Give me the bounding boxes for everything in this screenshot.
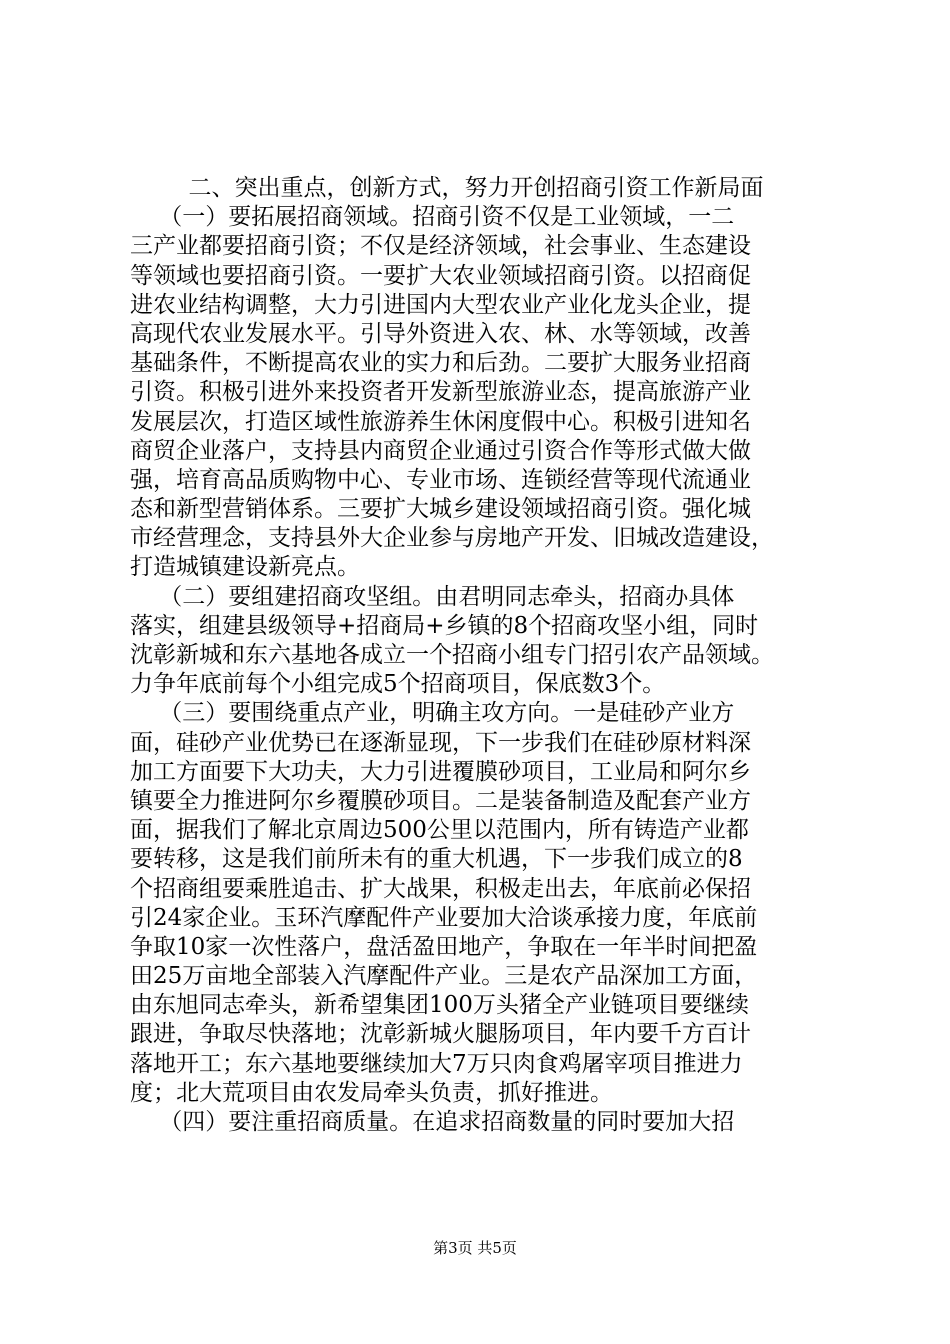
text-line: （一）要拓展招商领域。招商引资不仅是工业领域，一二 <box>130 204 735 231</box>
text-line: 度；北大荒项目由农发局牵头负责，抓好推进。 <box>130 1079 613 1106</box>
text-line: 高现代农业发展水平。引导外资进入农、林、水等领域，改善 <box>130 320 751 347</box>
text-line: 由东旭同志牵头，新希望集团100万头猪全产业链项目要继续 <box>130 992 749 1019</box>
section-heading: 二、突出重点，创新方式，努力开创招商引资工作新局面 <box>130 175 764 201</box>
text-line: 等领域也要招商引资。一要扩大农业领域招商引资。以招商促 <box>130 262 751 289</box>
text-line: 面，据我们了解北京周边500公里以范围内，所有铸造产业都 <box>130 817 749 844</box>
text-line: 三产业都要招商引资；不仅是经济领域，社会事业、生态建设 <box>130 233 751 260</box>
text-line: 发展层次，打造区域性旅游养生休闲度假中心。积极引进知名 <box>130 408 751 435</box>
text-line: 市经营理念，支持县外大企业参与房地产开发、旧城改造建设， <box>130 525 774 552</box>
document-body <box>130 174 835 1137</box>
text-line: 落实，组建县级领导+招商局+乡镇的8个招商攻坚小组，同时 <box>130 612 759 639</box>
text-line: 进农业结构调整，大力引进国内大型农业产业化龙头企业，提 <box>130 291 751 318</box>
page-footer <box>0 1238 950 1258</box>
text-line: 田25万亩地全部装入汽摩配件产业。三是农产品深加工方面， <box>130 963 758 990</box>
page-number: 第3页 共5页 <box>433 1239 517 1257</box>
text-line: （四）要注重招商质量。在追求招商数量的同时要加大招 <box>130 1109 735 1135</box>
text-line: 落地开工；东六基地要继续加大7万只肉食鸡屠宰项目推进力 <box>130 1050 743 1077</box>
text-line: 强，培育高品质购物中心、专业市场、连锁经营等现代流通业 <box>130 466 751 493</box>
text-line: 商贸企业落户，支持县内商贸企业通过引资合作等形式做大做 <box>130 437 751 464</box>
text-line: 基础条件，不断提高农业的实力和后劲。二要扩大服务业招商 <box>130 350 751 377</box>
text-line: 面，硅砂产业优势已在逐渐显现，下一步我们在硅砂原材料深 <box>130 729 751 756</box>
text-line: （三）要围绕重点产业，明确主攻方向。一是硅砂产业方 <box>130 700 735 727</box>
text-line: 要转移，这是我们前所未有的重大机遇，下一步我们成立的8 <box>130 846 743 873</box>
text-line: 引24家企业。玉环汽摩配件产业要加大洽谈承接力度，年底前 <box>130 904 758 931</box>
text-line: 跟进，争取尽快落地；沈彰新城火腿肠项目，年内要千方百计 <box>130 1021 751 1048</box>
text-line: （二）要组建招商攻坚组。由君明同志牵头，招商办具体 <box>130 583 735 610</box>
text-line: 镇要全力推进阿尔乡覆膜砂项目。二是装备制造及配套产业方 <box>130 787 751 814</box>
text-line: 加工方面要下大功夫，大力引进覆膜砂项目，工业局和阿尔乡 <box>130 758 751 785</box>
text-line: 引资。积极引进外来投资者开发新型旅游业态，提高旅游产业 <box>130 379 751 406</box>
text-line: 沈彰新城和东六基地各成立一个招商小组专门招引农产品领域。 <box>130 642 774 668</box>
text-line: 争取10家一次性落户，盘活盈田地产，争取在一年半时间把盈 <box>130 933 758 960</box>
text-line: 力争年底前每个小组完成5个招商项目，保底数3个。 <box>130 671 666 698</box>
text-line: 态和新型营销体系。三要扩大城乡建设领域招商引资。强化城 <box>130 496 751 523</box>
text-line: 个招商组要乘胜追击、扩大战果，积极走出去，年底前必保招 <box>130 875 751 902</box>
text-line: 打造城镇建设新亮点。 <box>130 554 360 581</box>
